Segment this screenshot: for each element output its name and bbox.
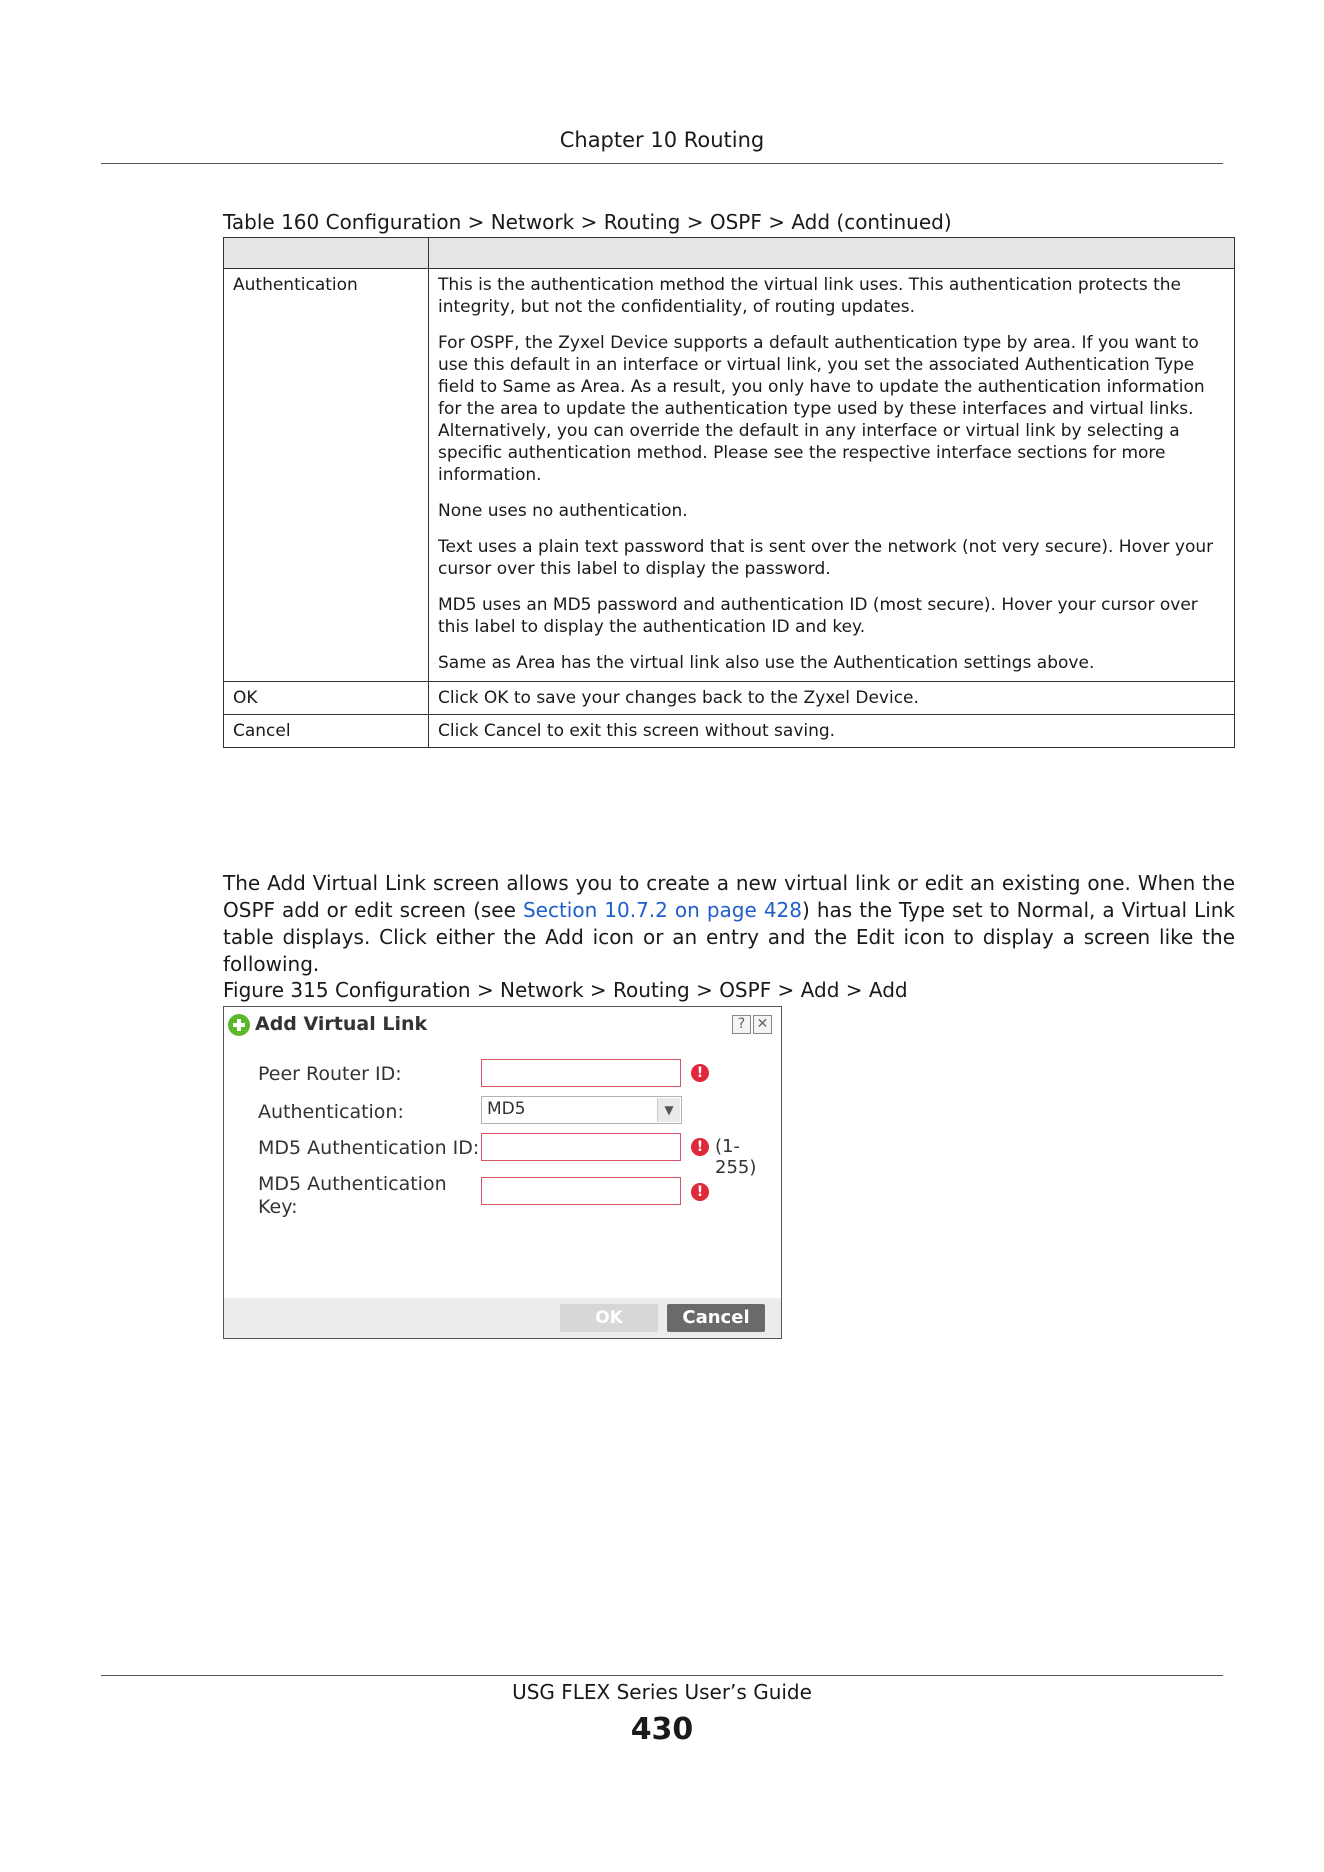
row-label: Cancel — [224, 715, 429, 748]
ok-button[interactable]: OK — [560, 1304, 658, 1332]
authentication-select[interactable] — [481, 1096, 682, 1124]
row-label: OK — [224, 682, 429, 715]
table-caption: Table 160 Configuration > Network > Routing > OSPF > Add (continued) — [223, 210, 952, 234]
table-header-row — [224, 238, 1235, 269]
alert-icon: ! — [691, 1138, 709, 1156]
md5-authentication-key-label: MD5 Authentication Key: — [258, 1173, 447, 1218]
close-icon[interactable]: ✕ — [753, 1015, 772, 1034]
md5-id-range: (1-255) — [715, 1136, 757, 1178]
alert-icon: ! — [691, 1183, 709, 1201]
alert-icon: ! — [691, 1064, 709, 1082]
body-text-part: ) has the Type set to Normal, a Virtual Link table displays. Click either the Add icon or an entry and the Edit icon to display a screen like the following. — [223, 898, 1236, 976]
dialog-footer — [224, 1298, 781, 1338]
cancel-button[interactable]: Cancel — [667, 1304, 765, 1332]
description-paragraph: For OSPF, the Zyxel Device supports a default authentication type by area. If you want to use this default in an interface or virtual link, you set the associated Authentication Type field to Same as Area. As a result, you only have to update the authentication information for the area to update the authentication type used by these interfaces and virtual links. Alternatively, you can override the default in any interface or virtual link by selecting a specific authentication method. Please see the respective interface sections for more information. — [438, 333, 1205, 485]
md5-authentication-key-input[interactable] — [481, 1177, 681, 1205]
description-paragraph: This is the authentication method the virtual link uses. This authentication protects the integrity, but not the confidentiality, of routing updates. — [438, 275, 1181, 317]
chapter-header: Chapter 10 Routing — [559, 128, 765, 152]
plus-circle-icon — [228, 1014, 250, 1036]
description-paragraph: None uses no authentication. — [438, 501, 688, 521]
row-description: Click Cancel to exit this screen without saving. — [429, 715, 1235, 748]
peer-router-id-label: Peer Router ID: — [258, 1063, 402, 1085]
peer-router-id-input[interactable] — [481, 1059, 681, 1087]
table-row — [224, 269, 1235, 682]
md5-authentication-id-label: MD5 Authentication ID: — [258, 1137, 480, 1159]
dialog-title: Add Virtual Link — [255, 1013, 428, 1035]
description-paragraph: Same as Area has the virtual link also use the Authentication settings above. — [438, 653, 1095, 673]
body-text-part: The Add Virtual Link screen allows you to create a new virtual link or edit an existing one. When the OSPF add or edit screen (see — [223, 871, 1235, 922]
figure-caption: Figure 315 Configuration > Network > Routing > OSPF > Add > Add — [223, 978, 908, 1002]
chevron-down-icon[interactable]: ▼ — [657, 1098, 680, 1122]
row-label: Authentication — [224, 269, 429, 682]
md5-authentication-id-input[interactable] — [481, 1133, 681, 1161]
footer-guide-title: USG FLEX Series User’s Guide — [512, 1680, 812, 1704]
add-virtual-link-dialog — [223, 1006, 782, 1339]
body-paragraph — [223, 870, 1235, 978]
description-paragraph: Text uses a plain text password that is sent over the network (not very secure). Hover your cursor over this label to display the password. — [438, 537, 1214, 579]
help-icon[interactable]: ? — [732, 1015, 751, 1034]
table-row — [224, 682, 1235, 715]
page-number: 430 — [630, 1712, 694, 1747]
table-header-description — [429, 238, 1235, 269]
row-description — [429, 269, 1235, 682]
authentication-selected-value: MD5 — [487, 1099, 526, 1119]
table-row — [224, 715, 1235, 748]
dialog-titlebar — [224, 1007, 781, 1041]
section-link[interactable]: Section 10.7.2 on page 428 — [522, 898, 802, 922]
description-paragraph: MD5 uses an MD5 password and authentication ID (most secure). Hover your cursor over this label to display the authentication ID and key. — [438, 595, 1198, 637]
authentication-label: Authentication: — [258, 1101, 404, 1123]
field-description-table — [223, 237, 1235, 748]
row-description: Click OK to save your changes back to the Zyxel Device. — [429, 682, 1235, 715]
footer-rule — [101, 1675, 1223, 1676]
header-rule — [101, 163, 1223, 164]
table-header-label — [224, 238, 429, 269]
